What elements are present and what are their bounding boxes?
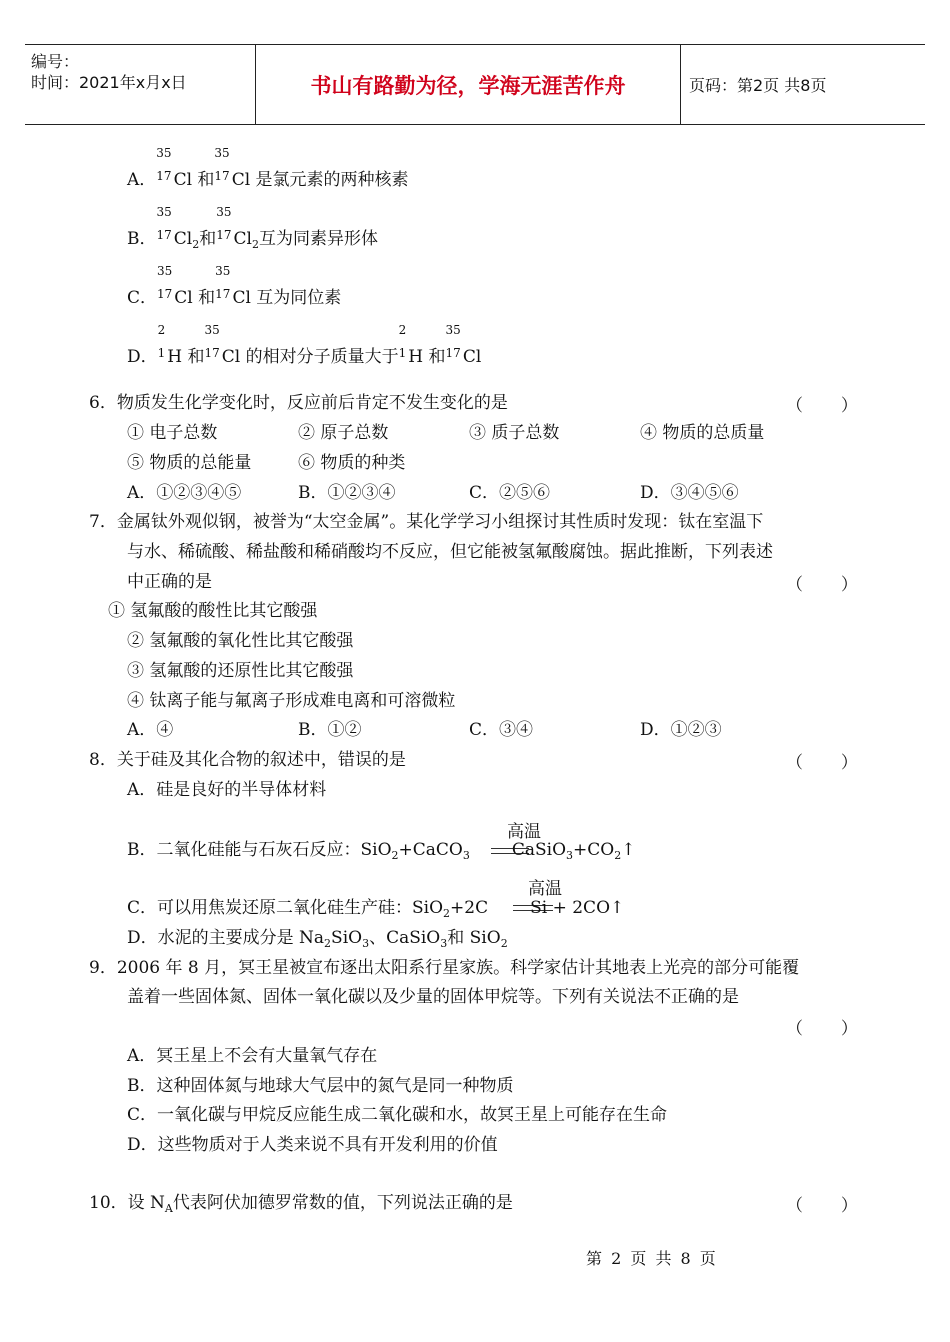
q10-stem: [89, 1191, 513, 1217]
option-text: 和 SiO: [447, 928, 501, 948]
q5-option-a: [127, 146, 409, 193]
reaction-condition: 高温: [507, 822, 541, 842]
option-text: Cl 和: [174, 288, 216, 308]
q9-option: C．一氧化碳与甲烷反应能生成二氧化碳和水，故冥王星上可能存在生命: [127, 1105, 668, 1125]
atomic-number: 17: [216, 228, 232, 242]
option-text: +CaCO: [398, 840, 463, 860]
subscript: 3: [440, 937, 448, 950]
subscript: 2: [500, 937, 508, 950]
q9-option: D．这些物质对于人类来说不具有开发利用的价值: [127, 1135, 498, 1155]
atomic-number: 1: [398, 346, 407, 360]
atomic-number: 17: [156, 228, 172, 242]
option-text: Cl 互为同位素: [232, 288, 342, 308]
option-letter: C．: [127, 288, 158, 308]
mass-number: 2: [157, 323, 166, 337]
q6-option: A．①②③④⑤: [127, 483, 242, 503]
subscript: 2: [251, 238, 259, 251]
q6-item: ⑥ 物质的种类: [298, 453, 406, 473]
subscript: A: [164, 1202, 173, 1215]
time-label: 时间：2021年x月x日: [31, 73, 187, 92]
option-text: B．二氧化硅能与石灰石反应：SiO: [127, 840, 392, 860]
atomic-number: 17: [157, 287, 173, 301]
q8-option-d: [127, 926, 508, 952]
q6-stem: 6．物质发生化学变化时，反应前后肯定不发生变化的是: [89, 393, 508, 413]
mass-number: 35: [157, 264, 173, 278]
subscript: 3: [362, 937, 370, 950]
nuclide-cl: [156, 146, 173, 193]
reaction-condition: 高温: [528, 879, 562, 899]
q8-option-c: [127, 896, 624, 922]
option-text: H 和: [408, 347, 446, 367]
option-text: Cl 和: [173, 170, 215, 190]
option-letter: D．: [127, 347, 158, 367]
q7-stem: 与水、稀硫酸、稀盐酸和稀硝酸均不反应，但它能被氢氟酸腐蚀。据此推断，下列表述: [127, 542, 773, 562]
q8-option-a: A．硅是良好的半导体材料: [127, 780, 327, 800]
option-text: H 和: [167, 347, 205, 367]
subscript: 3: [462, 849, 470, 862]
option-text: +CO: [573, 840, 615, 860]
q7-item: ④ 钛离子能与氟离子形成难电离和可溶微粒: [127, 691, 456, 711]
option-letter: B．: [127, 229, 157, 249]
answer-paren: （ ）: [786, 396, 858, 416]
nuclide-cl: [215, 264, 232, 311]
header-page-info: 页码：第2页 共8页: [689, 76, 827, 95]
option-text: SiO: [331, 928, 363, 948]
option-text: D．水泥的主要成分是 Na: [127, 928, 325, 948]
answer-paren: （ ）: [786, 1019, 858, 1039]
option-text: Cl 是氯元素的两种核素: [231, 170, 409, 190]
nuclide-cl: [204, 323, 222, 370]
atomic-number: 17: [204, 346, 220, 360]
option-text: Cl: [173, 229, 193, 249]
q9-stem: 9．2006 年 8 月，冥王星被宣布逐出太阳系行星家族。科学家估计其地表上光亮的部分可能覆: [89, 958, 800, 978]
atomic-number: 17: [214, 169, 230, 183]
q7-stem: 7．金属钛外观似钢，被誉为“太空金属”。某化学学习小组探讨其性质时发现：钛在室温下: [89, 512, 764, 532]
q5-option-c: [127, 264, 342, 311]
q6-item: ① 电子总数: [127, 423, 218, 443]
option-text: 互为同素异形体: [258, 229, 378, 249]
option-text: ↑: [621, 840, 636, 860]
nuclide-cl: [214, 146, 231, 193]
nuclide-h: [398, 323, 409, 370]
option-letter: A．: [127, 170, 157, 190]
q8-option-b: [127, 838, 635, 864]
option-text: Cl: [233, 229, 252, 249]
q7-option: B．①②: [298, 720, 362, 740]
q6-option: B．①②③④: [298, 483, 396, 503]
subscript: 2: [192, 238, 200, 251]
header-motto: 书山有路勤为径，学海无涯苦作舟: [310, 73, 626, 98]
option-text: Cl 的相对分子质量大于: [221, 347, 399, 367]
mass-number: 35: [204, 323, 220, 337]
nuclide-cl: [156, 205, 174, 252]
subscript: 3: [566, 849, 574, 862]
option-text: C．可以用焦炭还原二氧化硅生产硅：SiO: [127, 898, 444, 918]
q6-item: ⑤ 物质的总能量: [127, 453, 252, 473]
page-header: [25, 44, 925, 125]
subscript: 2: [614, 849, 622, 862]
q6-option: D．③④⑤⑥: [640, 483, 739, 503]
mass-number: 35: [156, 205, 172, 219]
q7-item: ② 氢氟酸的氧化性比其它酸强: [127, 631, 354, 651]
q9-option: A．冥王星上不会有大量氧气存在: [127, 1046, 378, 1066]
q7-stem: 中正确的是: [127, 572, 212, 592]
option-text: CaSiO: [511, 840, 567, 860]
nuclide-cl: [157, 264, 174, 311]
option-text: +2C: [450, 898, 489, 918]
stem-text: 代表阿伏加德罗常数的值，下列说法正确的是: [172, 1193, 513, 1213]
option-text: Si + 2CO↑: [530, 898, 625, 918]
mass-number: 35: [156, 146, 172, 160]
option-text: 、CaSiO: [369, 928, 441, 948]
number-label: 编号：: [31, 52, 80, 71]
q9-stem: 盖着一些固体氮、固体一氧化碳以及少量的固体甲烷等。下列有关说法不正确的是: [127, 987, 739, 1007]
page-footer: 第 2 页 共 8 页: [586, 1249, 718, 1268]
atomic-number: 1: [157, 346, 166, 360]
answer-paren: （ ）: [786, 753, 858, 773]
nuclide-h: [157, 323, 168, 370]
q7-option: D．①②③: [640, 720, 722, 740]
option-text: Cl: [462, 347, 482, 367]
subscript: 2: [391, 849, 399, 862]
q7-item: ① 氢氟酸的酸性比其它酸强: [108, 601, 318, 621]
subscript: 2: [324, 937, 332, 950]
stem-text: 10．设 N: [89, 1193, 165, 1213]
q8-stem: 8．关于硅及其化合物的叙述中，错误的是: [89, 750, 406, 770]
header-meta: [25, 45, 255, 124]
atomic-number: 17: [215, 287, 231, 301]
atomic-number: 17: [445, 346, 461, 360]
q5-option-b: [127, 205, 378, 253]
mass-number: 35: [216, 205, 232, 219]
q7-item: ③ 氢氟酸的还原性比其它酸强: [127, 661, 354, 681]
mass-number: 35: [445, 323, 461, 337]
q7-option: A．④: [127, 720, 174, 740]
q6-option: C．②⑤⑥: [469, 483, 551, 503]
q5-option-d: [127, 323, 482, 370]
atomic-number: 17: [156, 169, 172, 183]
mass-number: 35: [215, 264, 231, 278]
q6-item: ③ 质子总数: [469, 423, 560, 443]
answer-paren: （ ）: [786, 1196, 858, 1216]
q9-option: B．这种固体氮与地球大气层中的氮气是同一种物质: [127, 1076, 514, 1096]
mass-number: 35: [214, 146, 230, 160]
answer-paren: （ ）: [786, 575, 858, 595]
nuclide-cl: [445, 323, 463, 370]
q6-item: ② 原子总数: [298, 423, 389, 443]
nuclide-cl: [216, 205, 233, 252]
q7-option: C．③④: [469, 720, 534, 740]
subscript: 2: [443, 907, 451, 920]
mass-number: 2: [398, 323, 407, 337]
option-text: 和: [199, 229, 217, 249]
q6-item: ④ 物质的总质量: [640, 423, 765, 443]
